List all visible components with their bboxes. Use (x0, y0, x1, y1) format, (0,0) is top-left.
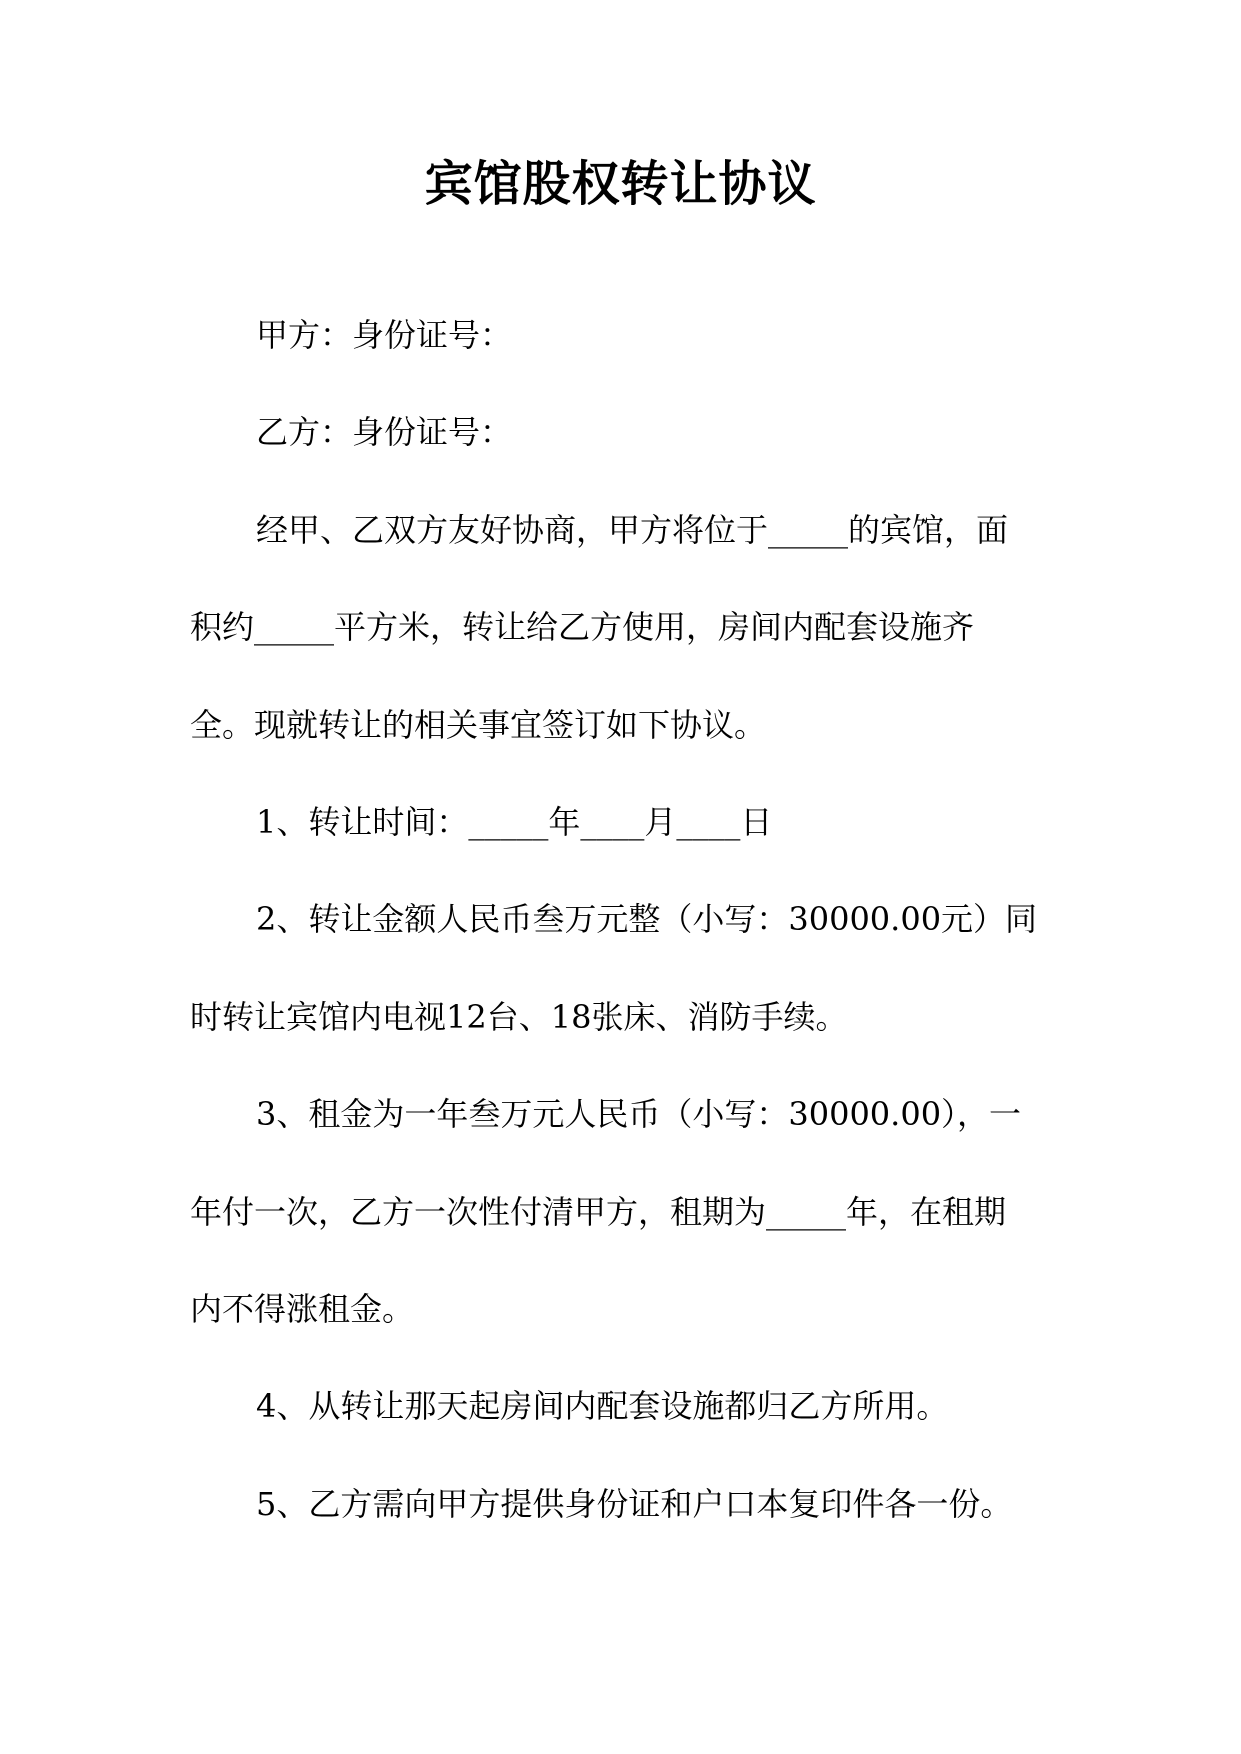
line-clause-5: 5、乙方需向甲方提供身份证和户口本复印件各一份。 (256, 1485, 1013, 1523)
line-clause-3a: 3、租金为一年叁万元人民币（小写：30000.00），一 (256, 1095, 1022, 1133)
line-clause-3b: 年付一次，乙方一次性付清甲方，租期为_____年，在租期 (190, 1193, 1007, 1231)
line-intro-2: 积约_____平方米，转让给乙方使用，房间内配套设施齐 (190, 608, 975, 646)
line-clause-1: 1、转让时间：_____年____月____日 (256, 803, 773, 841)
line-clause-3c: 内不得涨租金。 (190, 1290, 415, 1328)
line-clause-2a: 2、转让金额人民币叁万元整（小写：30000.00元）同 (256, 900, 1038, 938)
line-clause-4: 4、从转让那天起房间内配套设施都归乙方所用。 (256, 1387, 949, 1425)
line-intro-3: 全。现就转让的相关事宜签订如下协议。 (190, 706, 767, 744)
document-title: 宾馆股权转让协议 (424, 156, 817, 212)
line-party-a: 甲方：身份证号： (256, 316, 513, 354)
line-clause-2b: 时转让宾馆内电视12台、18张床、消防手续。 (190, 998, 848, 1036)
line-intro-1: 经甲、乙双方友好协商，甲方将位于_____的宾馆，面 (256, 511, 1009, 549)
line-party-b: 乙方：身份证号： (256, 413, 513, 451)
